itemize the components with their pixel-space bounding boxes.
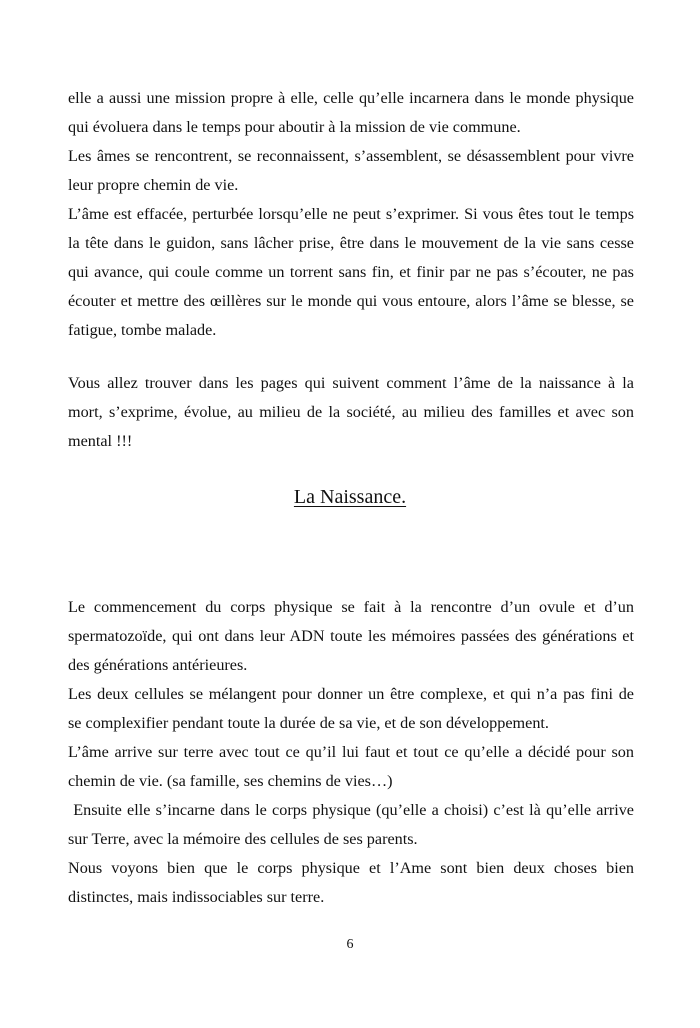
text-line: écouter et mettre des œillères sur le monde qui vous entoure, alors l’âme se blesse, se [68,292,634,310]
text-line: L’âme arrive sur terre avec tout ce qu’il lui faut et tout ce qu’elle a décidé pour son [68,743,634,761]
section-heading [0,484,700,510]
text-line: mort, s’exprime, évolue, au milieu de la société, au milieu des familles et avec son [68,403,634,421]
text-line: Nous voyons bien que le corps physique et l’Ame sont bien deux choses bien [68,859,634,877]
text-line: Les deux cellules se mélangent pour donner un être complexe, et qui n’a pas fini de [68,685,634,703]
text-line: spermatozoïde, qui ont dans leur ADN toute les mémoires passées des générations et [68,627,634,645]
text-line: des générations antérieures. [68,656,248,674]
text-line: distinctes, mais indissociables sur terre. [68,888,325,906]
text-line: qui évoluera dans le temps pour aboutir à la mission de vie commune. [68,118,521,136]
text-line: mental !!! [68,432,133,450]
page-number: 6 [346,937,354,952]
text-line: chemin de vie. (sa famille, ses chemins de vies…) [68,772,393,790]
text-line: se complexifier pendant toute la durée de sa vie, et de son développement. [68,714,549,732]
text-line: leur propre chemin de vie. [68,176,239,194]
text-line: L’âme est effacée, perturbée lorsqu’elle ne peut s’exprimer. Si vous êtes tout le temps [68,205,634,223]
text-line: Ensuite elle s’incarne dans le corps physique (qu’elle a choisi) c’est là qu’elle arrive [68,801,634,819]
text-line: fatigue, tombe malade. [68,321,217,339]
text-line: sur Terre, avec la mémoire des cellules de ses parents. [68,830,418,848]
text-line: Vous allez trouver dans les pages qui suivent comment l’âme de la naissance à la [68,374,634,392]
text-line: qui avance, qui coule comme un torrent sans fin, et finir par ne pas s’écouter, ne pas [68,263,634,281]
text-line: Les âmes se rencontrent, se reconnaissent, s’assemblent, se désassemblent pour vivre [68,147,634,165]
section-heading-text: La Naissance. [293,486,407,508]
text-line: elle a aussi une mission propre à elle, celle qu’elle incarnera dans le monde physique [68,89,634,107]
text-line: Le commencement du corps physique se fait à la rencontre d’un ovule et d’un [68,598,634,616]
text-line: la tête dans le guidon, sans lâcher prise, être dans le mouvement de la vie sans cesse [68,234,634,252]
